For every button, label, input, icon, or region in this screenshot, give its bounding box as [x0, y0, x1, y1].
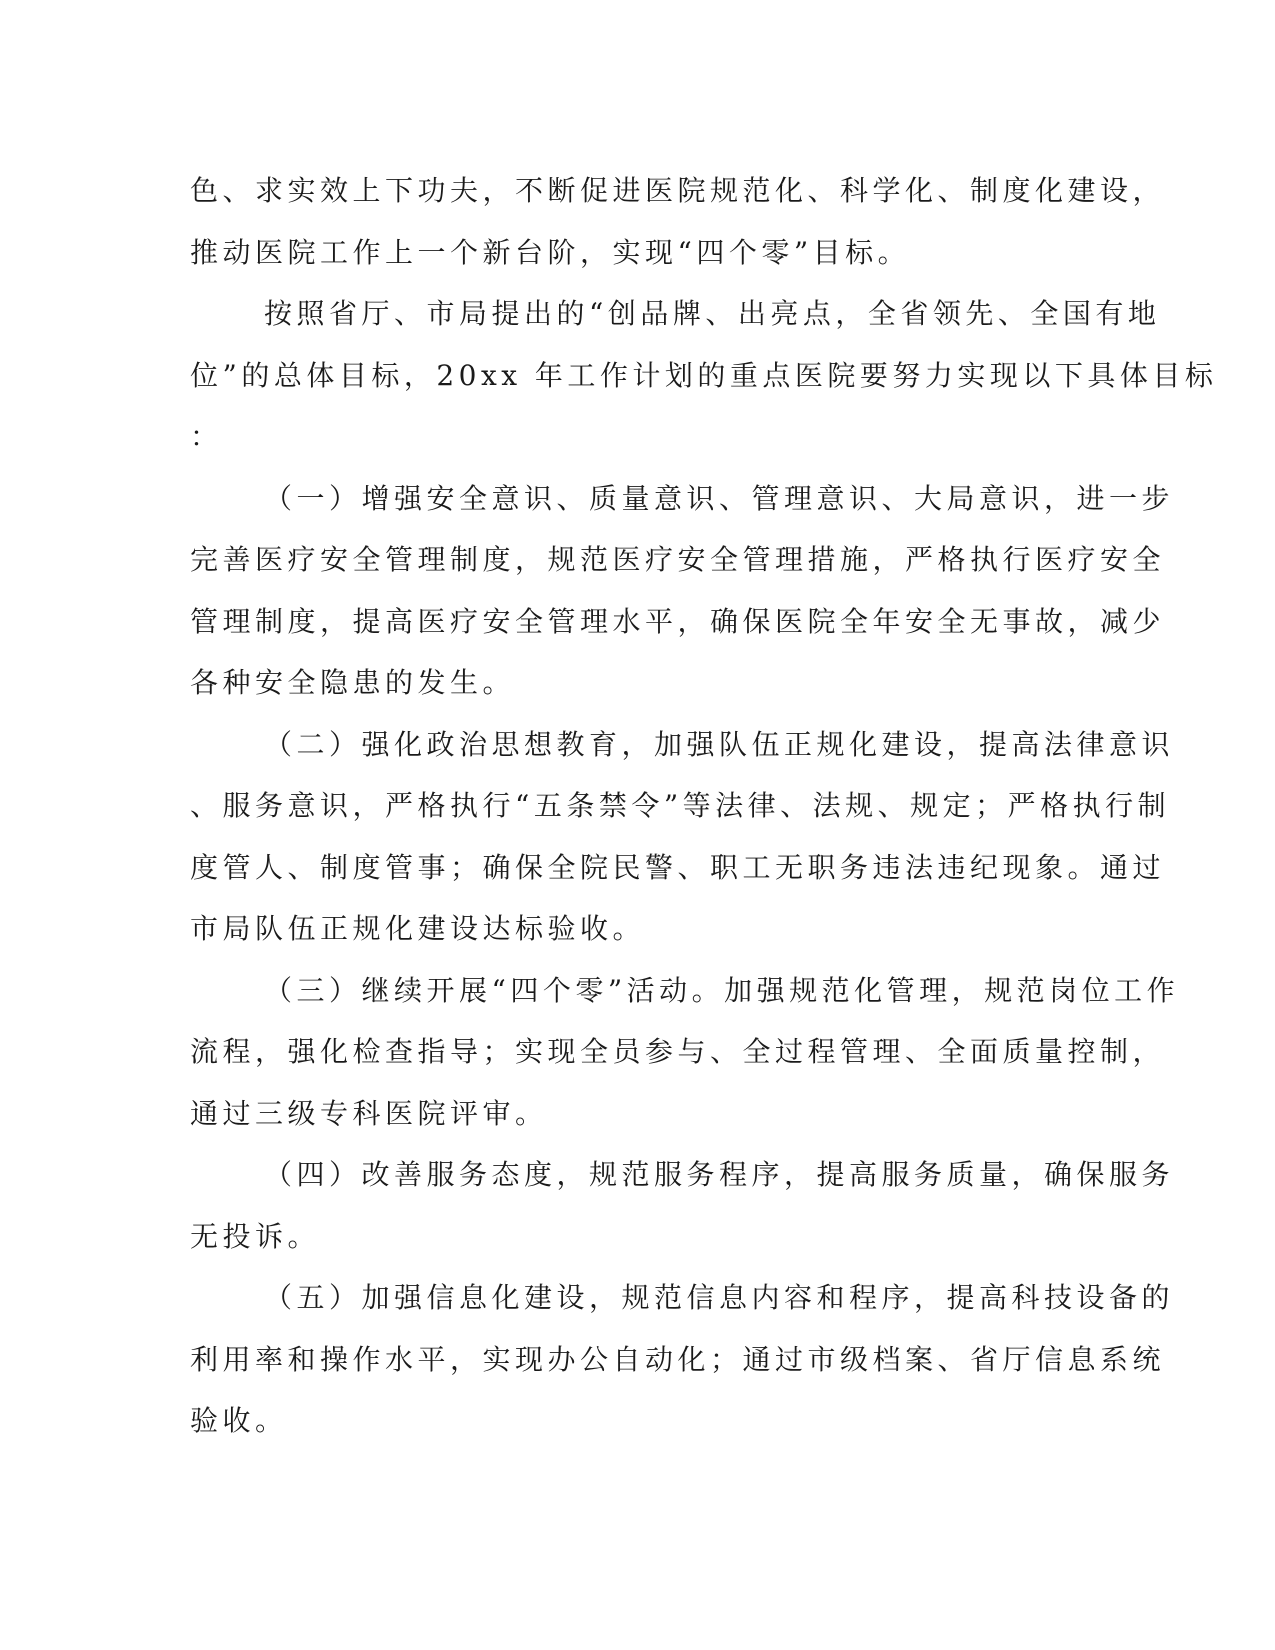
text-line: ： [190, 420, 223, 453]
text-line: 验收。 [190, 1404, 288, 1437]
paragraph-first-line: （一）增强安全意识、质量意识、管理意识、大局意识，进一步 [264, 481, 1175, 515]
text-line: 推动医院工作上一个新台阶，实现“四个零”目标。 [190, 235, 911, 269]
text-line: 各种安全隐患的发生。 [190, 666, 516, 699]
paragraph-first-line: 按照省厅、市局提出的“创品牌、出亮点，全省领先、全国有地 [264, 297, 1161, 330]
paragraph-first-line: （四）改善服务态度，规范服务程序，提高服务质量，确保服务 [264, 1158, 1175, 1191]
text-line: 色、求实效上下功夫，不断促进医院规范化、科学化、制度化建设， [190, 174, 1166, 207]
text-line: 完善医疗安全管理制度，规范医疗安全管理措施，严格执行医疗安全 [190, 543, 1166, 576]
text-line: 利用率和操作水平，实现办公自动化；通过市级档案、省厅信息系统 [190, 1342, 1166, 1376]
paragraph-first-line: （三）继续开展“四个零”活动。加强规范化管理，规范岗位工作 [264, 973, 1180, 1007]
text-line: 、服务意识，严格执行“五条禁令”等法律、法规、规定；严格执行制 [190, 789, 1171, 822]
text-line: 无投诉。 [190, 1219, 321, 1253]
text-line: 市局队伍正规化建设达标验收。 [190, 912, 646, 945]
paragraph-first-line: （五）加强信息化建设，规范信息内容和程序，提高科技设备的 [264, 1281, 1175, 1314]
text-line: 通过三级专科医院评审。 [190, 1096, 548, 1130]
paragraph-first-line: （二）强化政治思想教育，加强队伍正规化建设，提高法律意识 [264, 727, 1175, 761]
text-line: 管理制度，提高医疗安全管理水平，确保医院全年安全无事故，减少 [190, 604, 1166, 638]
document-body [190, 160, 1218, 1452]
text-line: 度管人、制度管事；确保全院民警、职工无职务违法违纪现象。通过 [190, 850, 1166, 884]
text-line: 位”的总体目标，20xx 年工作计划的重点医院要努力实现以下具体目标 [190, 358, 1218, 392]
text-line: 流程，强化检查指导；实现全员参与、全过程管理、全面质量控制， [190, 1035, 1166, 1068]
